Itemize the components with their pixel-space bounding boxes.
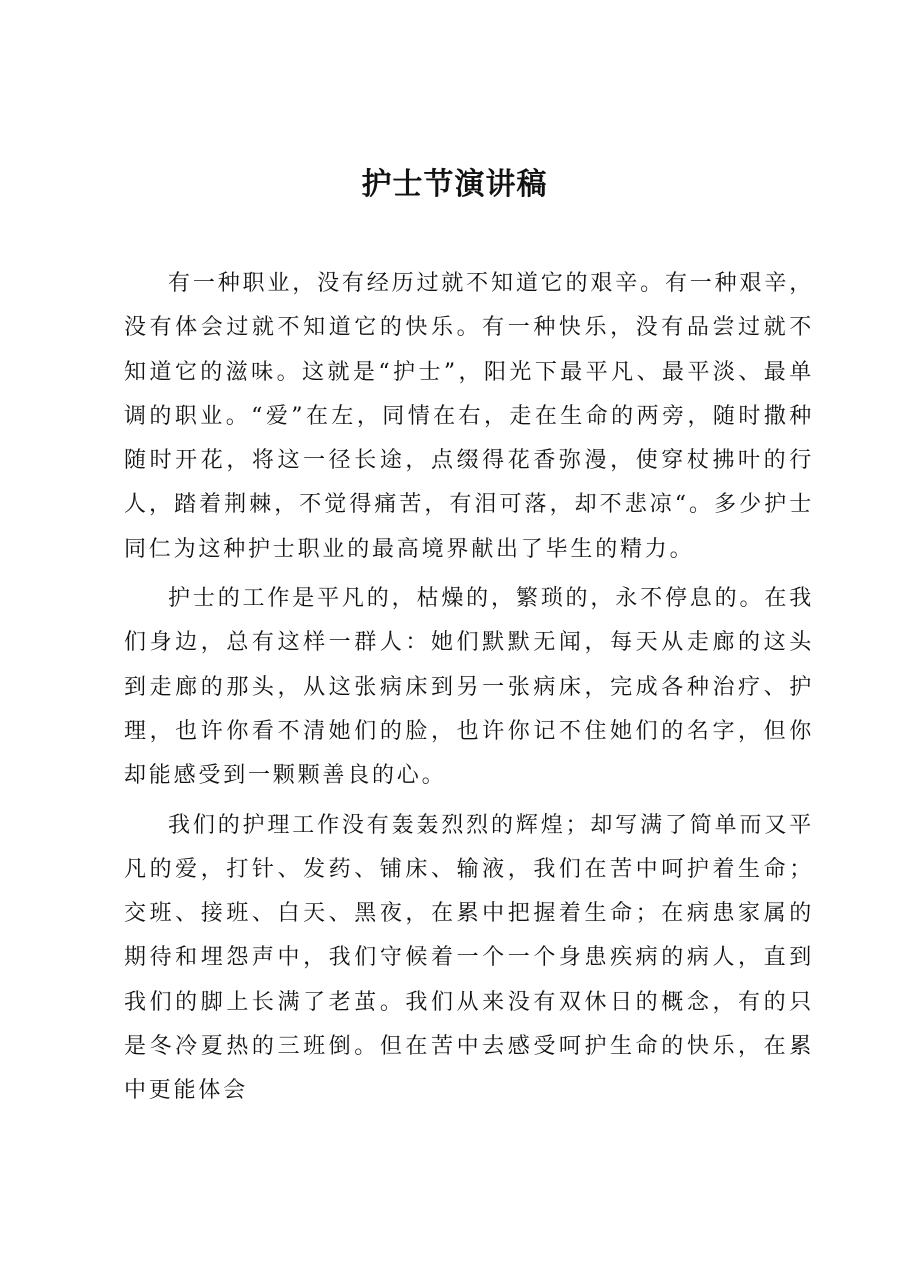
paragraph-3: 我们的护理工作没有轰轰烈烈的辉煌；却写满了简单而又平凡的爱，打针、发药、铺床、输液，我们在苦中呵护着生命；交班、接班、白天、黑夜，在累中把握着生命；在病患家属的期待和埋怨声中，我们守候着一个一个身患疾病的病人，直到我们的脚上长满了老茧。我们从来没有双休日的概念，有的只是冬冷夏热的三班倒。但在苦中去感受呵护生命的快乐，在累中更能体会: [124, 812, 814, 1104]
page-title: 护士节演讲稿: [361, 167, 548, 202]
paragraph-2: 护士的工作是平凡的，枯燥的，繁琐的，永不停息的。在我们身边，总有这样一群人：她们默默无闻，每天从走廊的这头到走廊的那头，从这张病床到另一张病床，完成各种治疗、护理，也许你看不清她们的脸，也许你记不住她们的名字，但你却能感受到一颗颗善良的心。: [124, 586, 814, 789]
paragraph-1: 有一种职业，没有经历过就不知道它的艰辛。有一种艰辛，没有体会过就不知道它的快乐。有一种快乐，没有品尝过就不知道它的滋味。这就是“护士”，阳光下最平凡、最平淡、最单调的职业。“爱”在左，同情在右，走在生命的两旁，随时撒种随时开花，将这一径长途，点缀得花香弥漫，使穿杖拂叶的行人，踏着荆棘，不觉得痛苦，有泪可落，却不悲凉“。多少护士同仁为这种护士职业的最高境界献出了毕生的精力。: [124, 271, 814, 562]
document-body: [124, 262, 814, 1119]
